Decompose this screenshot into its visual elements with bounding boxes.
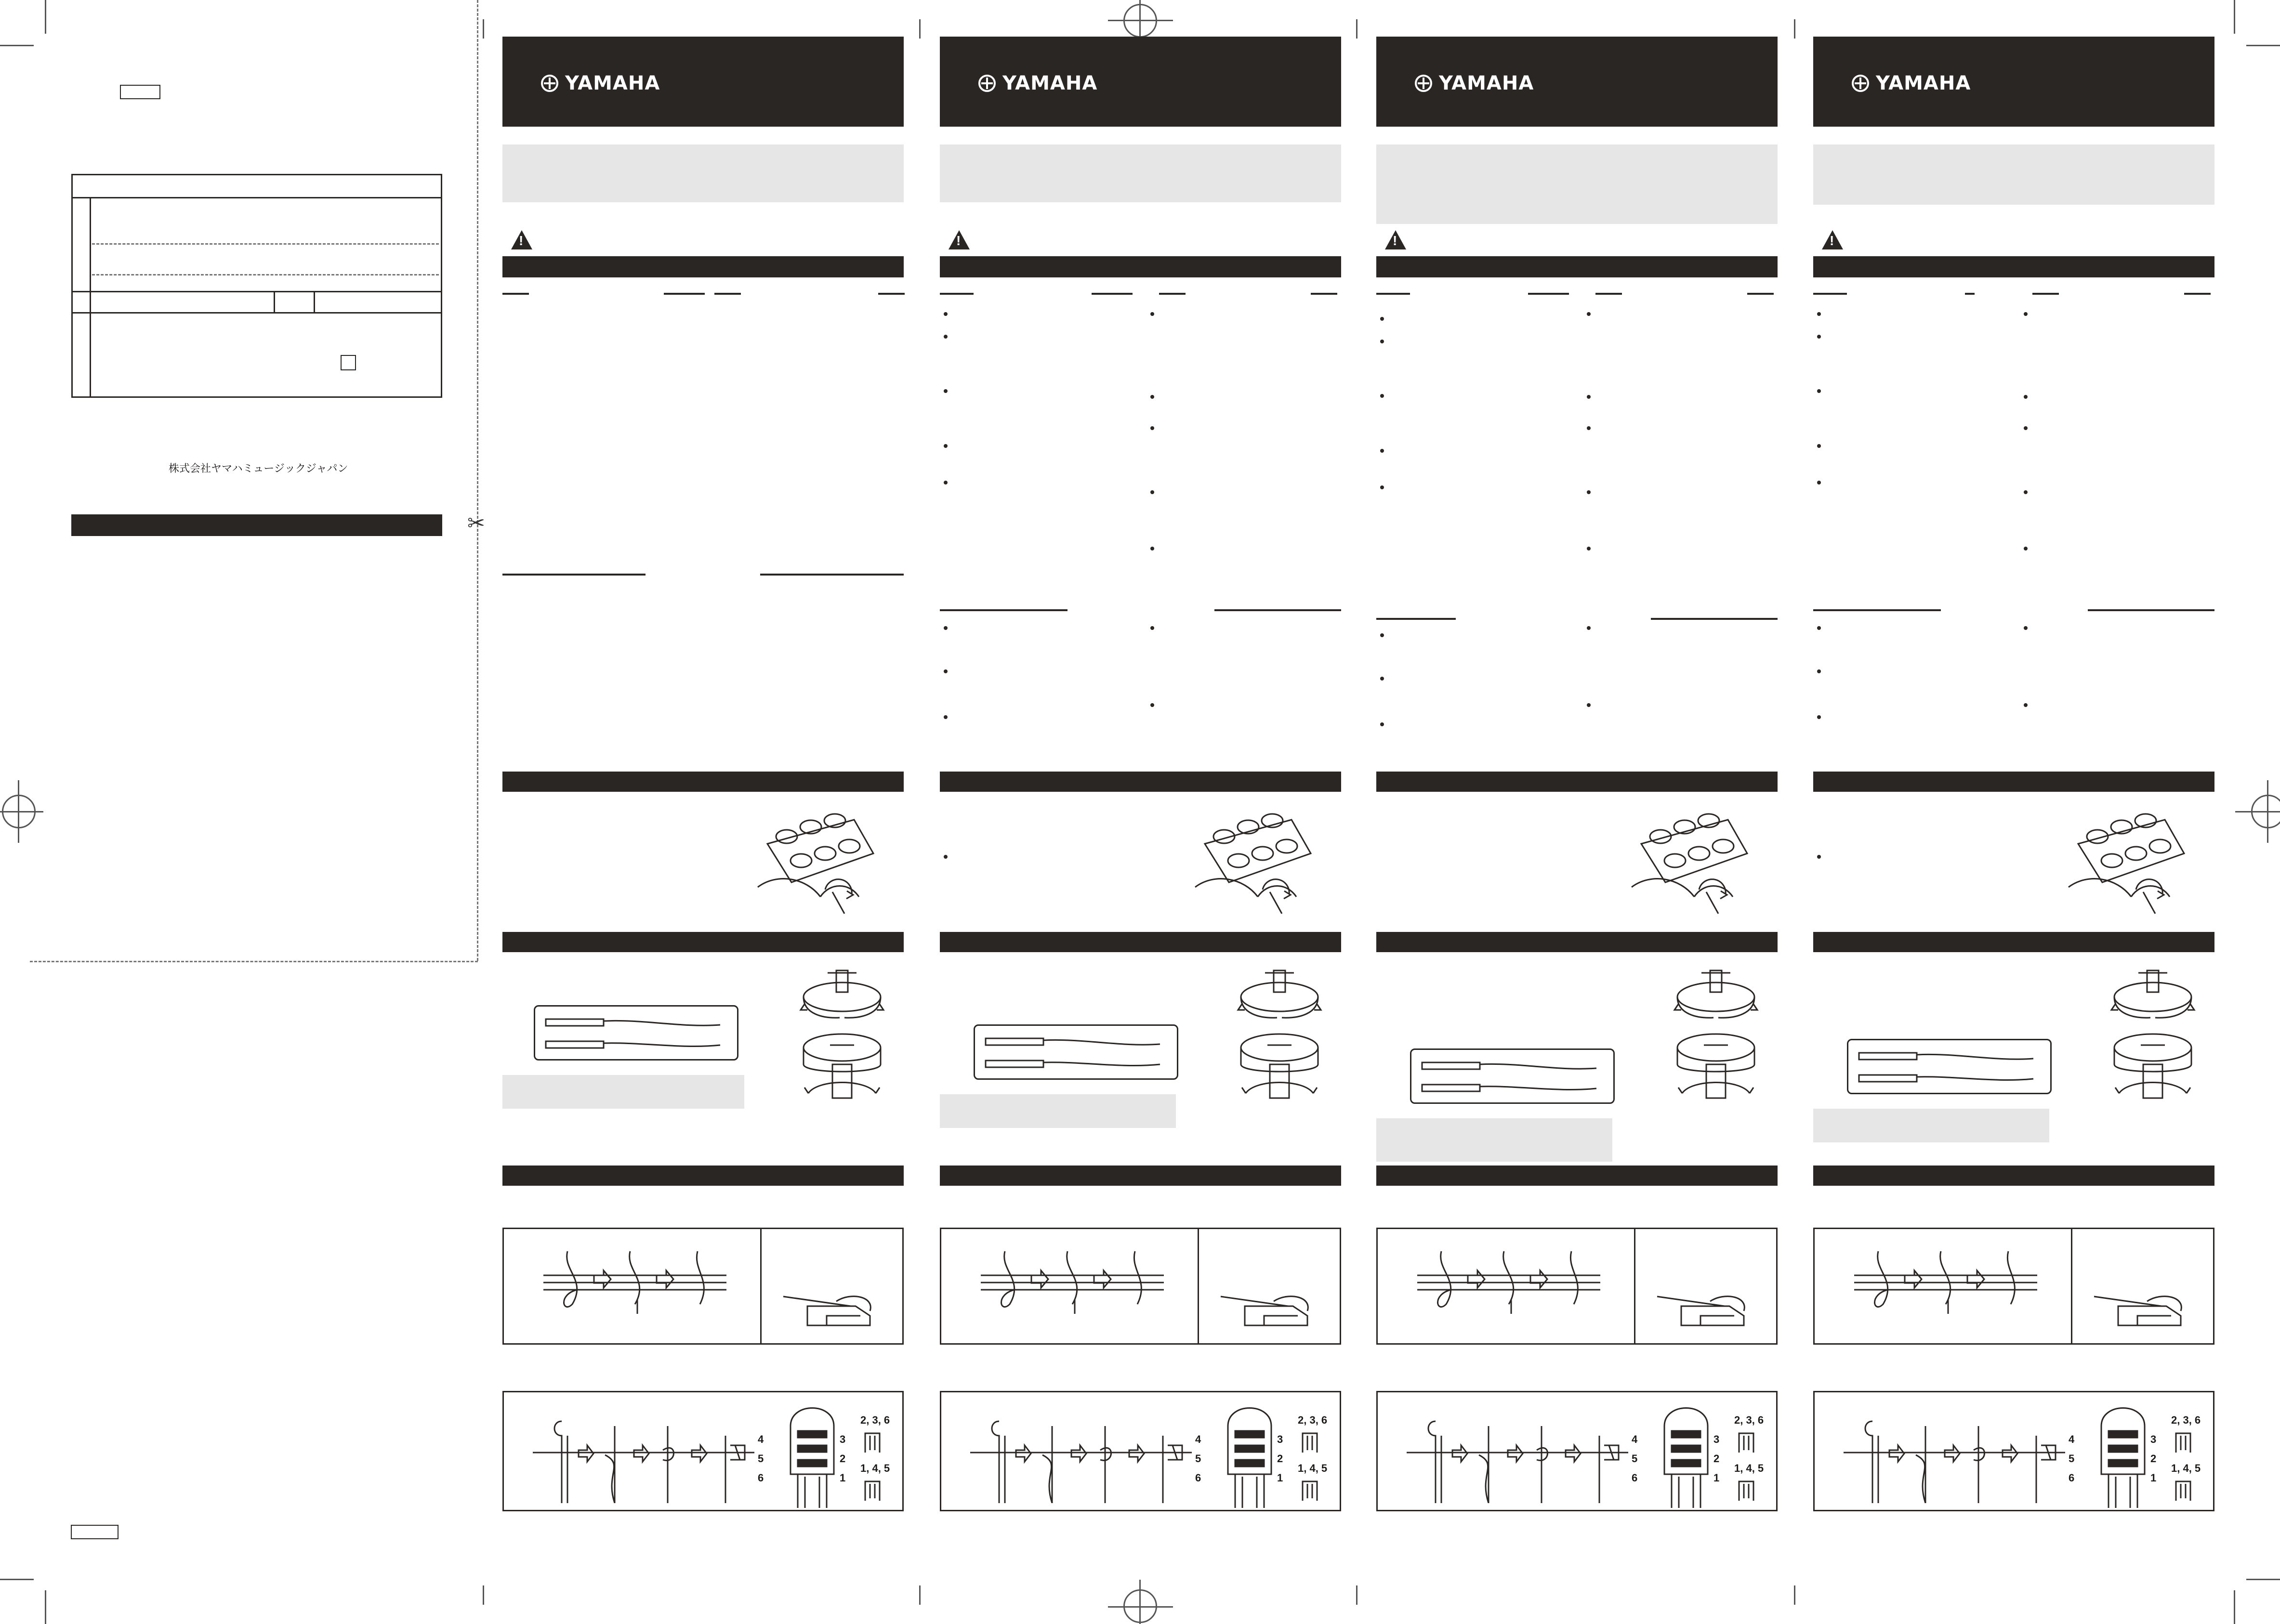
string-number: 3 xyxy=(1277,1433,1283,1445)
subhead-rule xyxy=(2088,609,2214,611)
yamaha-logo-icon xyxy=(1852,75,1869,92)
wind-direction-b-icon xyxy=(1737,1479,1756,1503)
bullet-dot xyxy=(2024,626,2028,630)
title-band xyxy=(1813,144,2214,205)
subhead-rule xyxy=(1747,293,1774,295)
bullet-dot xyxy=(2024,395,2028,399)
bullet-dot xyxy=(2024,490,2028,494)
subhead-rule xyxy=(2184,293,2211,295)
title-band xyxy=(940,144,1341,202)
subhead-rule xyxy=(1528,293,1569,295)
subhead-rule xyxy=(878,293,905,295)
string-number: 4 xyxy=(1195,1433,1201,1445)
bullet-dot xyxy=(1150,490,1154,494)
form-footer-bar xyxy=(71,514,442,536)
bullet-dot xyxy=(1587,490,1591,494)
bullet-dot xyxy=(1150,703,1154,707)
manual-panel xyxy=(1813,0,2214,1624)
warning-triangle-icon xyxy=(1822,230,1843,249)
bridge-knot-box xyxy=(1376,1228,1778,1345)
peg-turn-icon xyxy=(794,956,890,1023)
bullet-dot xyxy=(1380,722,1384,726)
scissors-icon: ✂ xyxy=(467,511,485,535)
wind-direction-b-icon xyxy=(2174,1479,2193,1503)
peghead-wind-steps-illustration xyxy=(533,1407,764,1503)
cut-line-horizontal xyxy=(30,961,478,962)
peghead-box xyxy=(1376,1391,1778,1511)
subhead-rule xyxy=(1376,293,1410,295)
yamaha-logo-icon xyxy=(1415,75,1432,92)
bridge-turn-icon xyxy=(794,1026,890,1108)
bullet-dot xyxy=(1587,426,1591,430)
bullet-dot xyxy=(1587,312,1591,316)
string-number: 5 xyxy=(1632,1453,1638,1465)
tuning-peg-illustration xyxy=(748,800,883,916)
bullet-dot xyxy=(1380,340,1384,343)
subhead-rule xyxy=(2032,293,2059,295)
peghead-box xyxy=(940,1391,1341,1511)
wind-direction-b-icon xyxy=(1300,1479,1319,1503)
subhead-rule xyxy=(760,574,904,576)
peghead-box xyxy=(502,1391,904,1511)
bullet-dot xyxy=(944,715,948,719)
bullet-dot xyxy=(1380,485,1384,489)
bridge-knot-box xyxy=(502,1228,904,1345)
wind-direction-a-icon xyxy=(1300,1431,1319,1455)
brand-name: YAMAHA xyxy=(565,72,660,94)
string-group-a-label: 2, 3, 6 xyxy=(860,1414,890,1426)
bridge-knot-steps-illustration xyxy=(1854,1246,2047,1319)
peg-turn-icon xyxy=(1668,956,1764,1023)
bullet-dot xyxy=(1817,626,1821,630)
string-number: 2 xyxy=(840,1453,846,1465)
subhead-rule xyxy=(1159,293,1186,295)
subhead-rule xyxy=(1595,293,1622,295)
string-number: 2 xyxy=(1277,1453,1283,1465)
bullet-dot xyxy=(1150,626,1154,630)
box-divider xyxy=(1634,1229,1635,1344)
string-number: 3 xyxy=(2150,1433,2157,1445)
section-bar-bridge xyxy=(1813,1166,2214,1186)
bridge-knot-steps-illustration xyxy=(981,1246,1173,1319)
box-divider xyxy=(1198,1229,1199,1344)
yamaha-logo xyxy=(1852,72,1971,94)
subhead-rule xyxy=(1214,609,1341,611)
header-bar xyxy=(502,37,904,127)
brand-name: YAMAHA xyxy=(1876,72,1971,94)
subhead-rule xyxy=(502,293,529,295)
section-bar-restring xyxy=(940,772,1341,792)
bridge-knot-steps-illustration xyxy=(1417,1246,1610,1319)
subhead-rule xyxy=(1813,293,1847,295)
tuning-peg-illustration xyxy=(1622,800,1757,916)
string-ends-box xyxy=(1410,1048,1615,1104)
string-ends-illustration xyxy=(537,1008,735,1057)
bridge-tie-illustration xyxy=(1216,1277,1322,1335)
string-number: 6 xyxy=(758,1472,764,1484)
precaution-bar xyxy=(502,256,904,277)
brand-name: YAMAHA xyxy=(1439,72,1534,94)
subhead-rule xyxy=(1311,293,1337,295)
company-name: 株式会社ヤマハミュージックジャパン xyxy=(169,463,348,475)
yamaha-logo xyxy=(541,72,660,94)
string-group-a-label: 2, 3, 6 xyxy=(1298,1414,1328,1426)
yamaha-logo-icon xyxy=(978,75,996,92)
header-bar xyxy=(940,37,1341,127)
cut-line-vertical xyxy=(477,0,478,961)
precaution-bar xyxy=(1376,256,1778,277)
string-number: 5 xyxy=(1195,1453,1201,1465)
warning-triangle-icon xyxy=(511,230,532,249)
string-ends-box xyxy=(534,1005,738,1061)
form-small-box xyxy=(120,85,160,99)
peg-turn-icon xyxy=(1231,956,1328,1023)
string-number: 5 xyxy=(2069,1453,2075,1465)
yamaha-logo xyxy=(1415,72,1534,94)
tuning-peg-illustration xyxy=(1186,800,1320,916)
bullet-dot xyxy=(1817,855,1821,859)
string-number: 1 xyxy=(1277,1472,1283,1484)
string-number: 2 xyxy=(2150,1453,2157,1465)
string-ends-box xyxy=(1847,1039,2052,1094)
bridge-tie-illustration xyxy=(778,1277,884,1335)
section-bar-tuning xyxy=(1376,932,1778,952)
subhead-rule xyxy=(714,293,741,295)
string-group-a-label: 2, 3, 6 xyxy=(1734,1414,1764,1426)
precaution-bar xyxy=(940,256,1341,277)
subhead-rule xyxy=(1092,293,1133,295)
bullet-dot xyxy=(2024,703,2028,707)
wind-direction-a-icon xyxy=(2174,1431,2193,1455)
bullet-dot xyxy=(1150,547,1154,550)
wind-direction-a-icon xyxy=(863,1431,882,1455)
note-band xyxy=(1376,1118,1612,1162)
bullet-dot xyxy=(944,855,948,859)
bullet-dot xyxy=(1817,481,1821,485)
bullet-dot xyxy=(1587,703,1591,707)
bullet-dot xyxy=(1150,426,1154,430)
bullet-dot xyxy=(1150,312,1154,316)
warning-triangle-icon xyxy=(1385,230,1406,249)
form-checkbox[interactable] xyxy=(341,355,356,370)
bullet-dot xyxy=(944,626,948,630)
bullet-dot xyxy=(1587,626,1591,630)
bullet-dot xyxy=(944,669,948,673)
bridge-turn-icon xyxy=(2105,1026,2201,1108)
peghead-box xyxy=(1813,1391,2214,1511)
string-number: 1 xyxy=(840,1472,846,1484)
section-bar-bridge xyxy=(1376,1166,1778,1186)
bridge-tie-illustration xyxy=(2089,1277,2195,1335)
bullet-dot xyxy=(1817,389,1821,393)
string-number: 5 xyxy=(758,1453,764,1465)
bridge-knot-box xyxy=(1813,1228,2214,1345)
section-bar-restring xyxy=(1813,772,2214,792)
bullet-dot xyxy=(1380,317,1384,321)
subhead-rule xyxy=(1376,618,1456,620)
string-group-b-label: 1, 4, 5 xyxy=(1298,1462,1328,1474)
bullet-dot xyxy=(1380,633,1384,637)
bullet-dot xyxy=(1817,444,1821,448)
section-bar-tuning xyxy=(1813,932,2214,952)
yamaha-logo-icon xyxy=(541,75,558,92)
bullet-dot xyxy=(944,335,948,339)
subhead-rule xyxy=(1813,609,1941,611)
string-ends-box xyxy=(974,1024,1178,1080)
peghead-wind-steps-illustration xyxy=(1407,1407,1638,1503)
manual-panel xyxy=(1376,0,1778,1624)
section-bar-restring xyxy=(1376,772,1778,792)
section-bar-bridge xyxy=(940,1166,1341,1186)
bullet-dot xyxy=(2024,312,2028,316)
bullet-dot xyxy=(1380,394,1384,398)
string-number: 2 xyxy=(1713,1453,1720,1465)
bullet-dot xyxy=(944,389,948,393)
section-bar-tuning xyxy=(502,932,904,952)
subhead-rule xyxy=(1651,618,1778,620)
subhead-rule xyxy=(502,574,646,576)
subhead-rule xyxy=(940,293,974,295)
bullet-dot xyxy=(1587,395,1591,399)
bullet-dot xyxy=(1817,335,1821,339)
peghead-wind-steps-illustration xyxy=(970,1407,1201,1503)
bullet-dot xyxy=(1380,449,1384,453)
wind-direction-a-icon xyxy=(1737,1431,1756,1455)
header-bar xyxy=(1813,37,2214,127)
string-group-b-label: 1, 4, 5 xyxy=(860,1462,890,1474)
string-number: 6 xyxy=(1632,1472,1638,1484)
title-band xyxy=(1376,144,1778,224)
title-band xyxy=(502,144,904,202)
string-group-a-label: 2, 3, 6 xyxy=(2171,1414,2201,1426)
bullet-dot xyxy=(944,481,948,485)
peg-turn-icon xyxy=(2105,956,2201,1023)
bullet-dot xyxy=(944,312,948,316)
string-number: 3 xyxy=(1713,1433,1720,1445)
bridge-turn-icon xyxy=(1231,1026,1328,1108)
string-number: 1 xyxy=(1713,1472,1720,1484)
string-number: 4 xyxy=(2069,1433,2075,1445)
manual-panel xyxy=(502,0,904,1624)
subhead-rule xyxy=(940,609,1068,611)
bullet-dot xyxy=(1817,669,1821,673)
peghead-wind-steps-illustration xyxy=(1844,1407,2075,1503)
string-number: 4 xyxy=(1632,1433,1638,1445)
bridge-tie-illustration xyxy=(1652,1277,1758,1335)
string-number: 4 xyxy=(758,1433,764,1445)
bullet-dot xyxy=(1150,395,1154,399)
header-bar xyxy=(1376,37,1778,127)
note-band xyxy=(502,1075,744,1109)
bullet-dot xyxy=(2024,426,2028,430)
string-ends-illustration xyxy=(977,1028,1174,1076)
wind-direction-b-icon xyxy=(863,1479,882,1503)
section-bar-bridge xyxy=(502,1166,904,1186)
string-number: 1 xyxy=(2150,1472,2157,1484)
bullet-dot xyxy=(2024,547,2028,550)
precaution-bar xyxy=(1813,256,2214,277)
string-number: 3 xyxy=(840,1433,846,1445)
bullet-dot xyxy=(1817,312,1821,316)
form-table xyxy=(71,174,442,398)
bridge-turn-icon xyxy=(1668,1026,1764,1108)
section-bar-restring xyxy=(502,772,904,792)
bullet-dot xyxy=(1587,547,1591,550)
note-band xyxy=(1813,1109,2049,1142)
bridge-knot-steps-illustration xyxy=(543,1246,736,1319)
yamaha-logo xyxy=(978,72,1097,94)
string-group-b-label: 1, 4, 5 xyxy=(1734,1462,1764,1474)
bullet-dot xyxy=(1817,715,1821,719)
bullet-dot xyxy=(944,444,948,448)
string-ends-illustration xyxy=(1850,1042,2048,1090)
box-divider xyxy=(760,1229,762,1344)
string-number: 6 xyxy=(1195,1472,1201,1484)
string-group-b-label: 1, 4, 5 xyxy=(2171,1462,2201,1474)
section-bar-tuning xyxy=(940,932,1341,952)
string-ends-illustration xyxy=(1413,1052,1611,1100)
warning-triangle-icon xyxy=(949,230,970,249)
string-number: 6 xyxy=(2069,1472,2075,1484)
subhead-rule xyxy=(1965,293,1975,295)
note-band xyxy=(940,1094,1176,1128)
tuning-peg-illustration xyxy=(2059,800,2194,916)
bridge-knot-box xyxy=(940,1228,1341,1345)
bullet-dot xyxy=(1380,677,1384,681)
manual-panel xyxy=(940,0,1341,1624)
subhead-rule xyxy=(664,293,705,295)
box-divider xyxy=(2071,1229,2072,1344)
brand-name: YAMAHA xyxy=(1002,72,1098,94)
form-bottom-box xyxy=(71,1525,119,1539)
